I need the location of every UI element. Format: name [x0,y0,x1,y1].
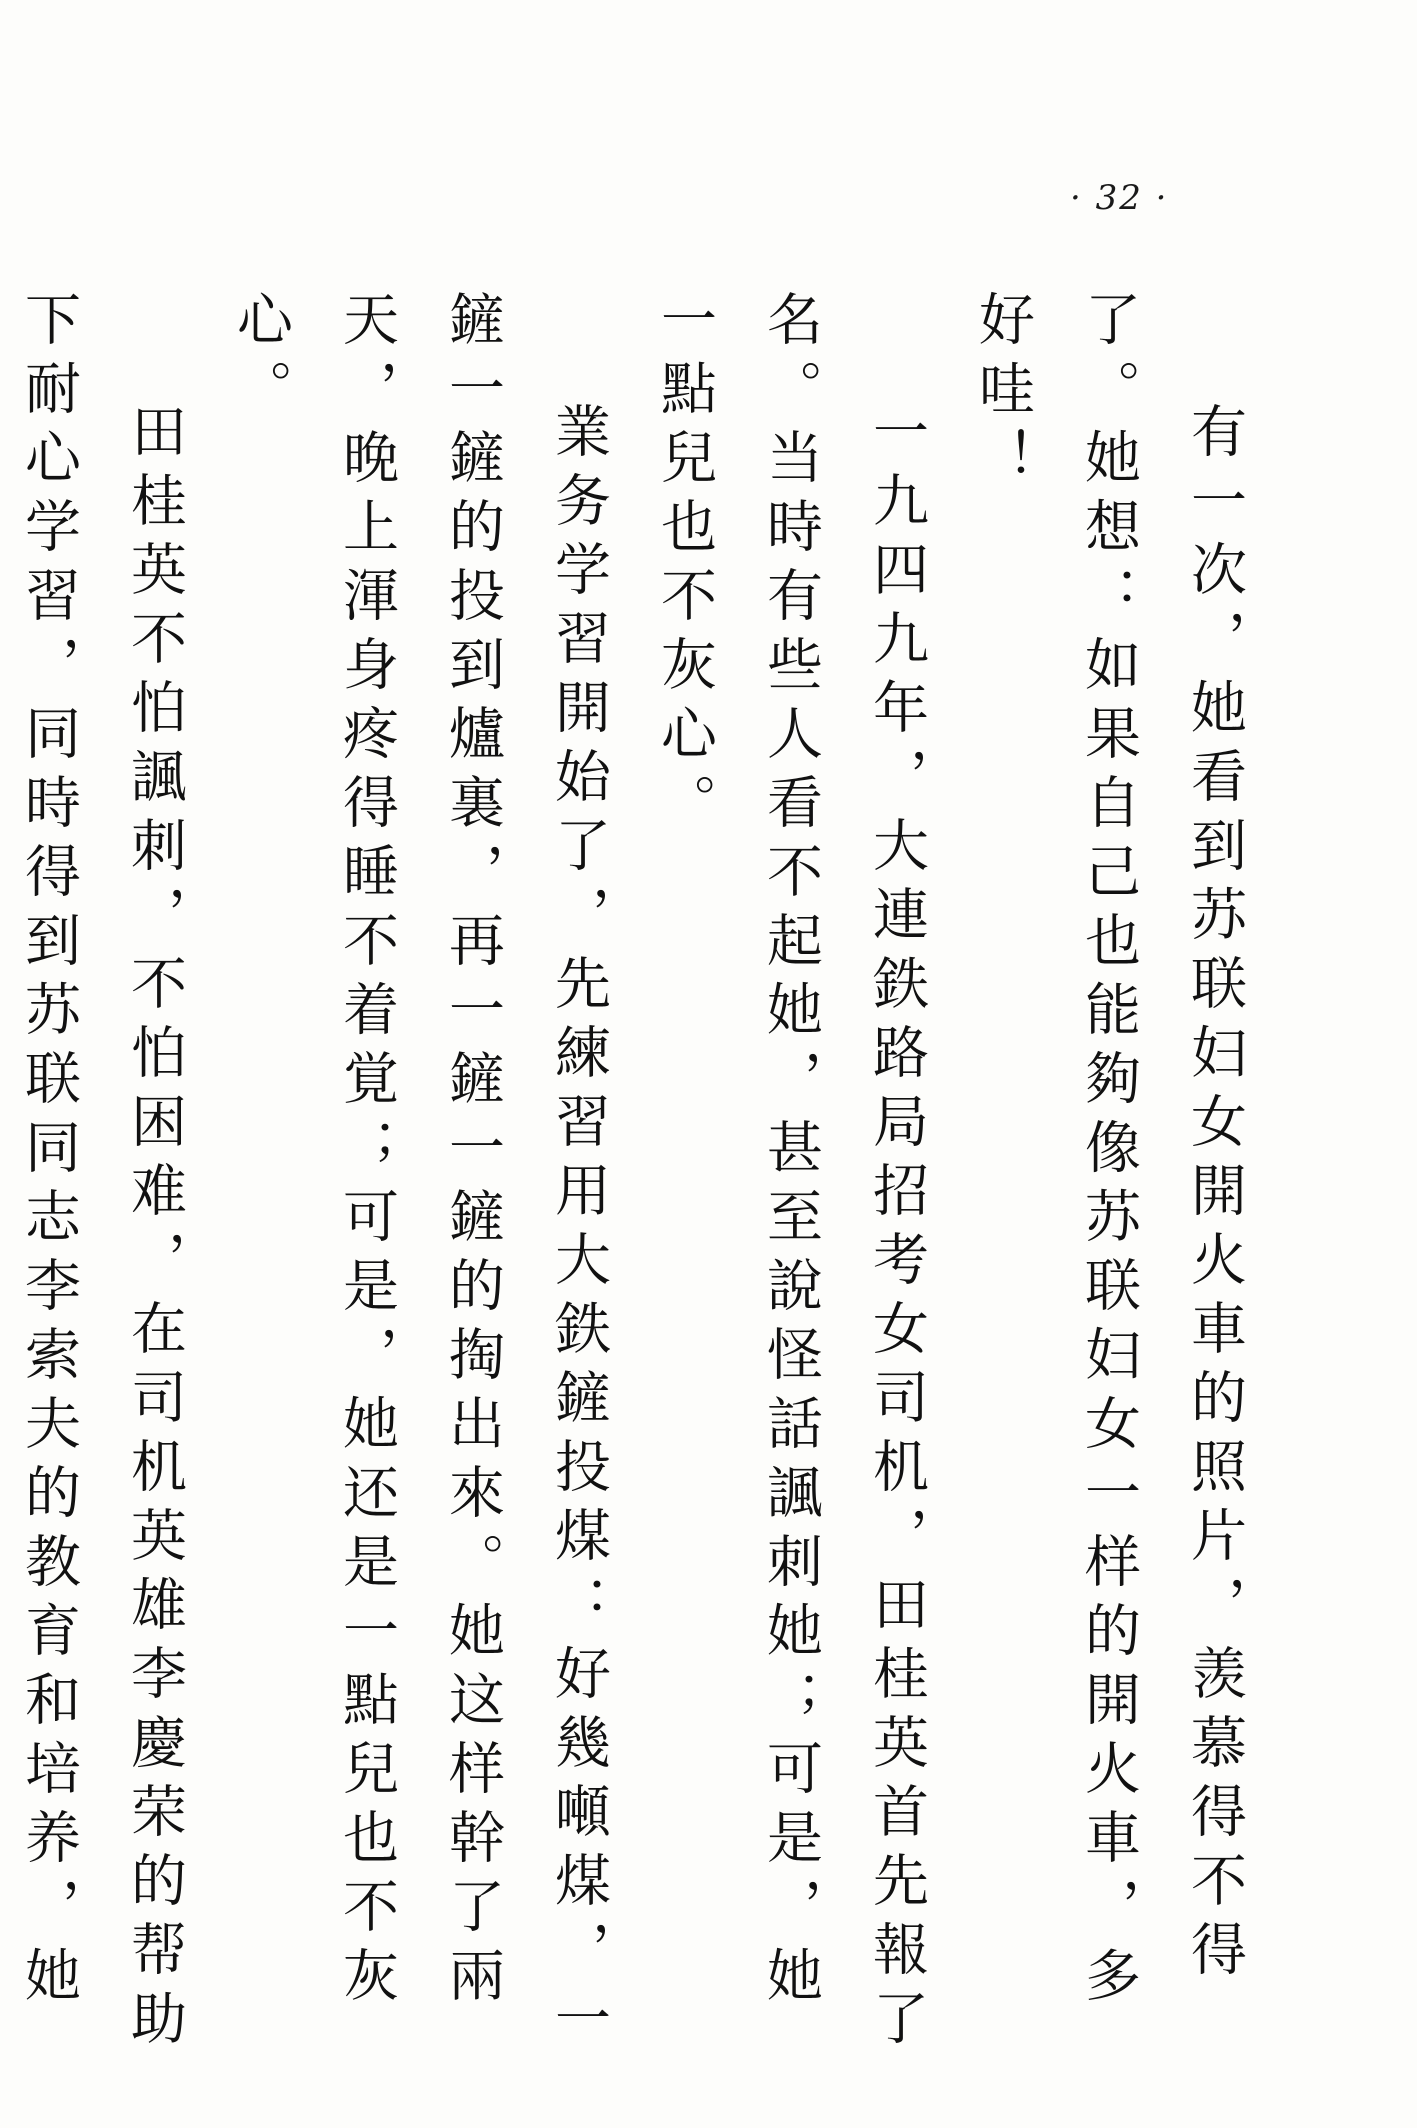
paragraph-1: 有一次，她看到苏联妇女開火車的照片，羡慕得不得了。她想：如果自己也能夠像苏联妇女一样的開火車，多好哇！ [970,290,1247,2015]
page-number: · 32 · [1070,178,1169,218]
body-text [0,290,1267,2070]
paragraph-3: 業务学習開始了，先練習用大鉄鏟投煤：好幾噸煤，一鏟一鏟的投到爐裏，再一鏟一鏟的掏出來。她这样幹了兩天，晚上渾身疼得睡不着覚；可是，她还是一點兒也不灰心。 [228,290,611,2058]
paragraph-4: 田桂英不怕諷刺，不怕困难，在司机英雄李慶荣的帮助下耐心学習，同時得到苏联同志李索夫的教育和培养，她 [16,290,187,2058]
paragraph-2: 一九四九年，大連鉄路局招考女司机，田桂英首先報了名。当時有些人看不起她，甚至說怪話諷刺她；可是，她一點兒也不灰心。 [652,290,929,2058]
